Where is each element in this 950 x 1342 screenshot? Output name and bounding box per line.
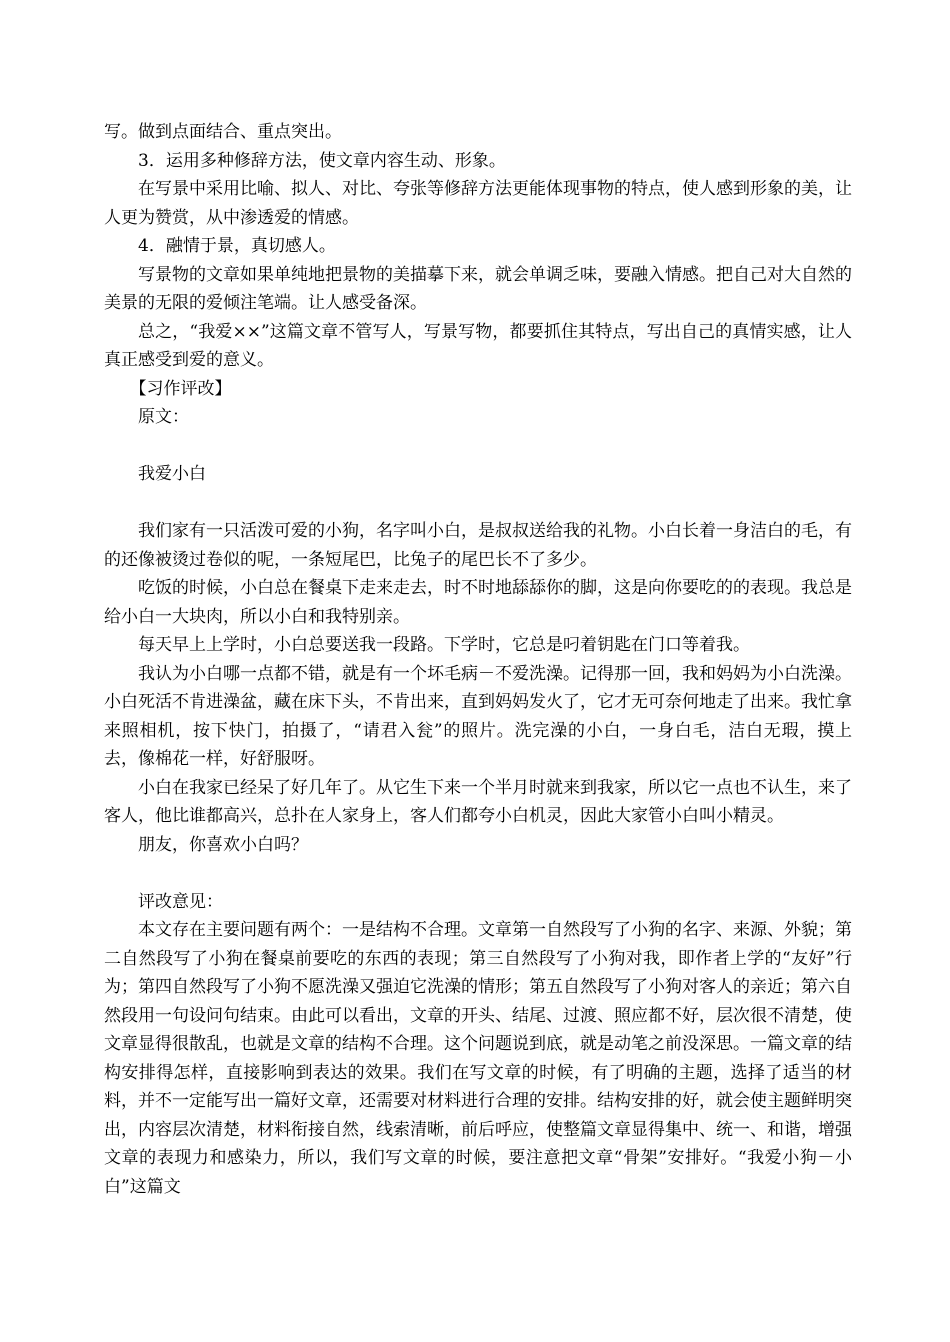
spacer: [104, 489, 852, 518]
paragraph: 写景物的文章如果单纯地把景物的美描摹下来，就会单调乏味，要融入情感。把自己对大自然的美景的无限的爱倾注笔端。让人感受备深。: [104, 264, 852, 313]
essay-paragraph: 吃饭的时候，小白总在餐桌下走来走去，时不时地舔舔你的脚，这是向你要吃的的表现。我总是给小白一大块肉，所以小白和我特别亲。: [104, 578, 852, 627]
spacer: [104, 859, 852, 888]
paragraph: 写。做到点面结合、重点突出。: [104, 122, 342, 142]
review-label: 评改意见：: [138, 891, 223, 912]
paragraph: 总之，“我爱××”这篇文章不管写人，写景写物，都要抓住其特点，写出自己的真情实感，让人真正感受到爱的意义。: [104, 321, 852, 370]
paragraph: 4．融情于景，真切感人。: [138, 236, 336, 256]
essay-paragraph: 我们家有一只活泼可爱的小狗，名字叫小白，是叔叔送给我的礼物。小白长着一身洁白的毛，有的还像被烫过卷似的呢，一条短尾巴，比兔子的尾巴长不了多少。: [104, 521, 852, 570]
original-label: 原文：: [138, 407, 189, 427]
essay-paragraph: 每天早上上学时，小白总要送我一段路。下学时，它总是叼着钥匙在门口等着我。: [138, 635, 750, 655]
paragraph: 3．运用多种修辞方法，使文章内容生动、形象。: [138, 150, 506, 171]
essay-title: 我爱小白: [138, 464, 206, 484]
spacer: [104, 432, 852, 461]
essay-paragraph: 朋友，你喜欢小白吗？: [138, 834, 308, 855]
section-label: 【习作评改】: [129, 378, 232, 399]
essay-paragraph: 小白在我家已经呆了好几年了。从它生下来一个半月时就来到我家，所以它一点也不认生，来了客人，他比谁都高兴，总扑在人家身上，客人们都夸小白机灵，因此大家管小白叫小精灵。: [104, 777, 852, 826]
paragraph: 在写景中采用比喻、拟人、对比、夸张等修辞方法更能体现事物的特点，使人感到形象的美，让人更为赞赏，从中渗透爱的情感。: [104, 179, 852, 228]
document-page: [104, 118, 852, 1201]
review-paragraph: 本文存在主要问题有两个：一是结构不合理。文章第一自然段写了小狗的名字、来源、外貌；第二自然段写了小狗在餐桌前要吃的东西的表现；第三自然段写了小狗对我，即作者上学的“友好”行为；第四自然段写了小狗不愿洗澡又强迫它洗澡的情形；第五自然段写了小狗对客人的亲近；第六自然段用一句设问句结束。由此可以看出，文章的开头、结尾、过渡、照应都不好，层次很不清楚，使文章显得很散乱，也就是文章的结构不合理。这个问题说到底，就是动笔之前没深思。一篇文章的结构安排得怎样，直接影响到表达的效果。我们在写文章的时候，有了明确的主题，选择了适当的材料，并不一定能写出一篇好文章，还需要对材料进行合理的安排。结构安排的好，就会使主题鲜明突出，内容层次清楚，材料衔接自然，线索清晰，前后呼应，使整篇文章显得集中、统一、和谐，增强文章的表现力和感染力，所以，我们写文章的时候，要注意把文章“骨架”安排好。“我爱小狗－小白”这篇文: [104, 920, 852, 1197]
essay-paragraph: 我认为小白哪一点都不错，就是有一个坏毛病－不爱洗澡。记得那一回，我和妈妈为小白洗澡。小白死活不肯进澡盆，藏在床下头，不肯出来，直到妈妈发火了，它才无可奈何地走了出来。我忙拿来照相机，按下快门，拍摄了，“请君入瓮”的照片。洗完澡的小白，一身白毛，洁白无瑕，摸上去，像棉花一样，好舒服呀。: [104, 663, 852, 769]
